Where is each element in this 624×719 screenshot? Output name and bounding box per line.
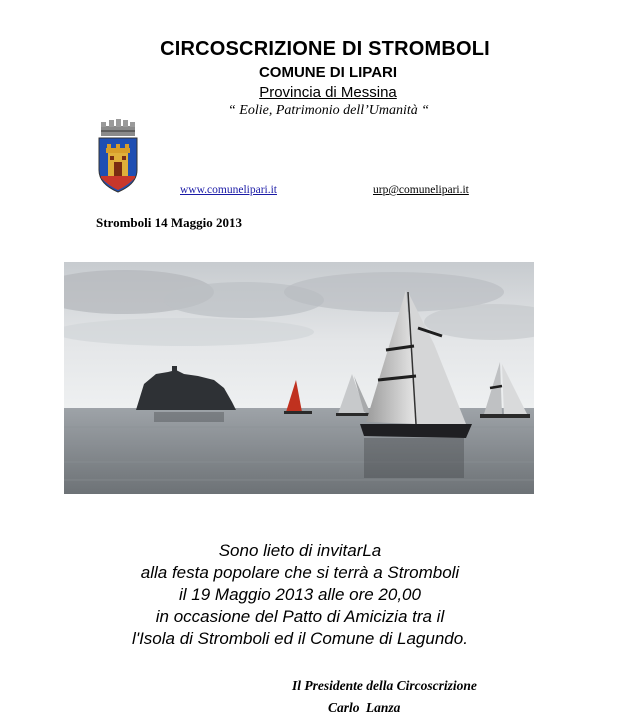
coat-of-arms-icon <box>97 118 139 194</box>
invitation-line: in occasione del Patto di Amicizia tra il <box>155 607 445 626</box>
provincia-heading: Provincia di Messina <box>259 84 397 101</box>
signatory-name: Carlo Lanza <box>328 700 401 715</box>
motto-text: “ Eolie, Patrimonio dell’Umanità “ <box>228 103 430 118</box>
date-line: Stromboli 14 Maggio 2013 <box>96 215 243 230</box>
invitation-line: il 19 Maggio 2013 alle ore 20,00 <box>179 585 421 604</box>
invitation-line: l'Isola di Stromboli ed il Comune di Lagundo. <box>132 629 468 648</box>
signatory-role: Il Presidente della Circoscrizione <box>292 678 477 693</box>
document-title: CIRCOSCRIZIONE DI STROMBOLI <box>160 38 490 60</box>
invitation-text <box>60 540 540 650</box>
sailboats-photo <box>64 262 534 494</box>
website-link[interactable]: www.comunelipari.it <box>180 184 277 196</box>
invitation-line: alla festa popolare che si terrà a Stromboli <box>140 563 460 582</box>
comune-heading: COMUNE DI LIPARI <box>258 64 398 81</box>
email-link[interactable]: urp@comunelipari.it <box>373 184 469 196</box>
invitation-line: Sono lieto di invitarLa <box>218 541 382 560</box>
